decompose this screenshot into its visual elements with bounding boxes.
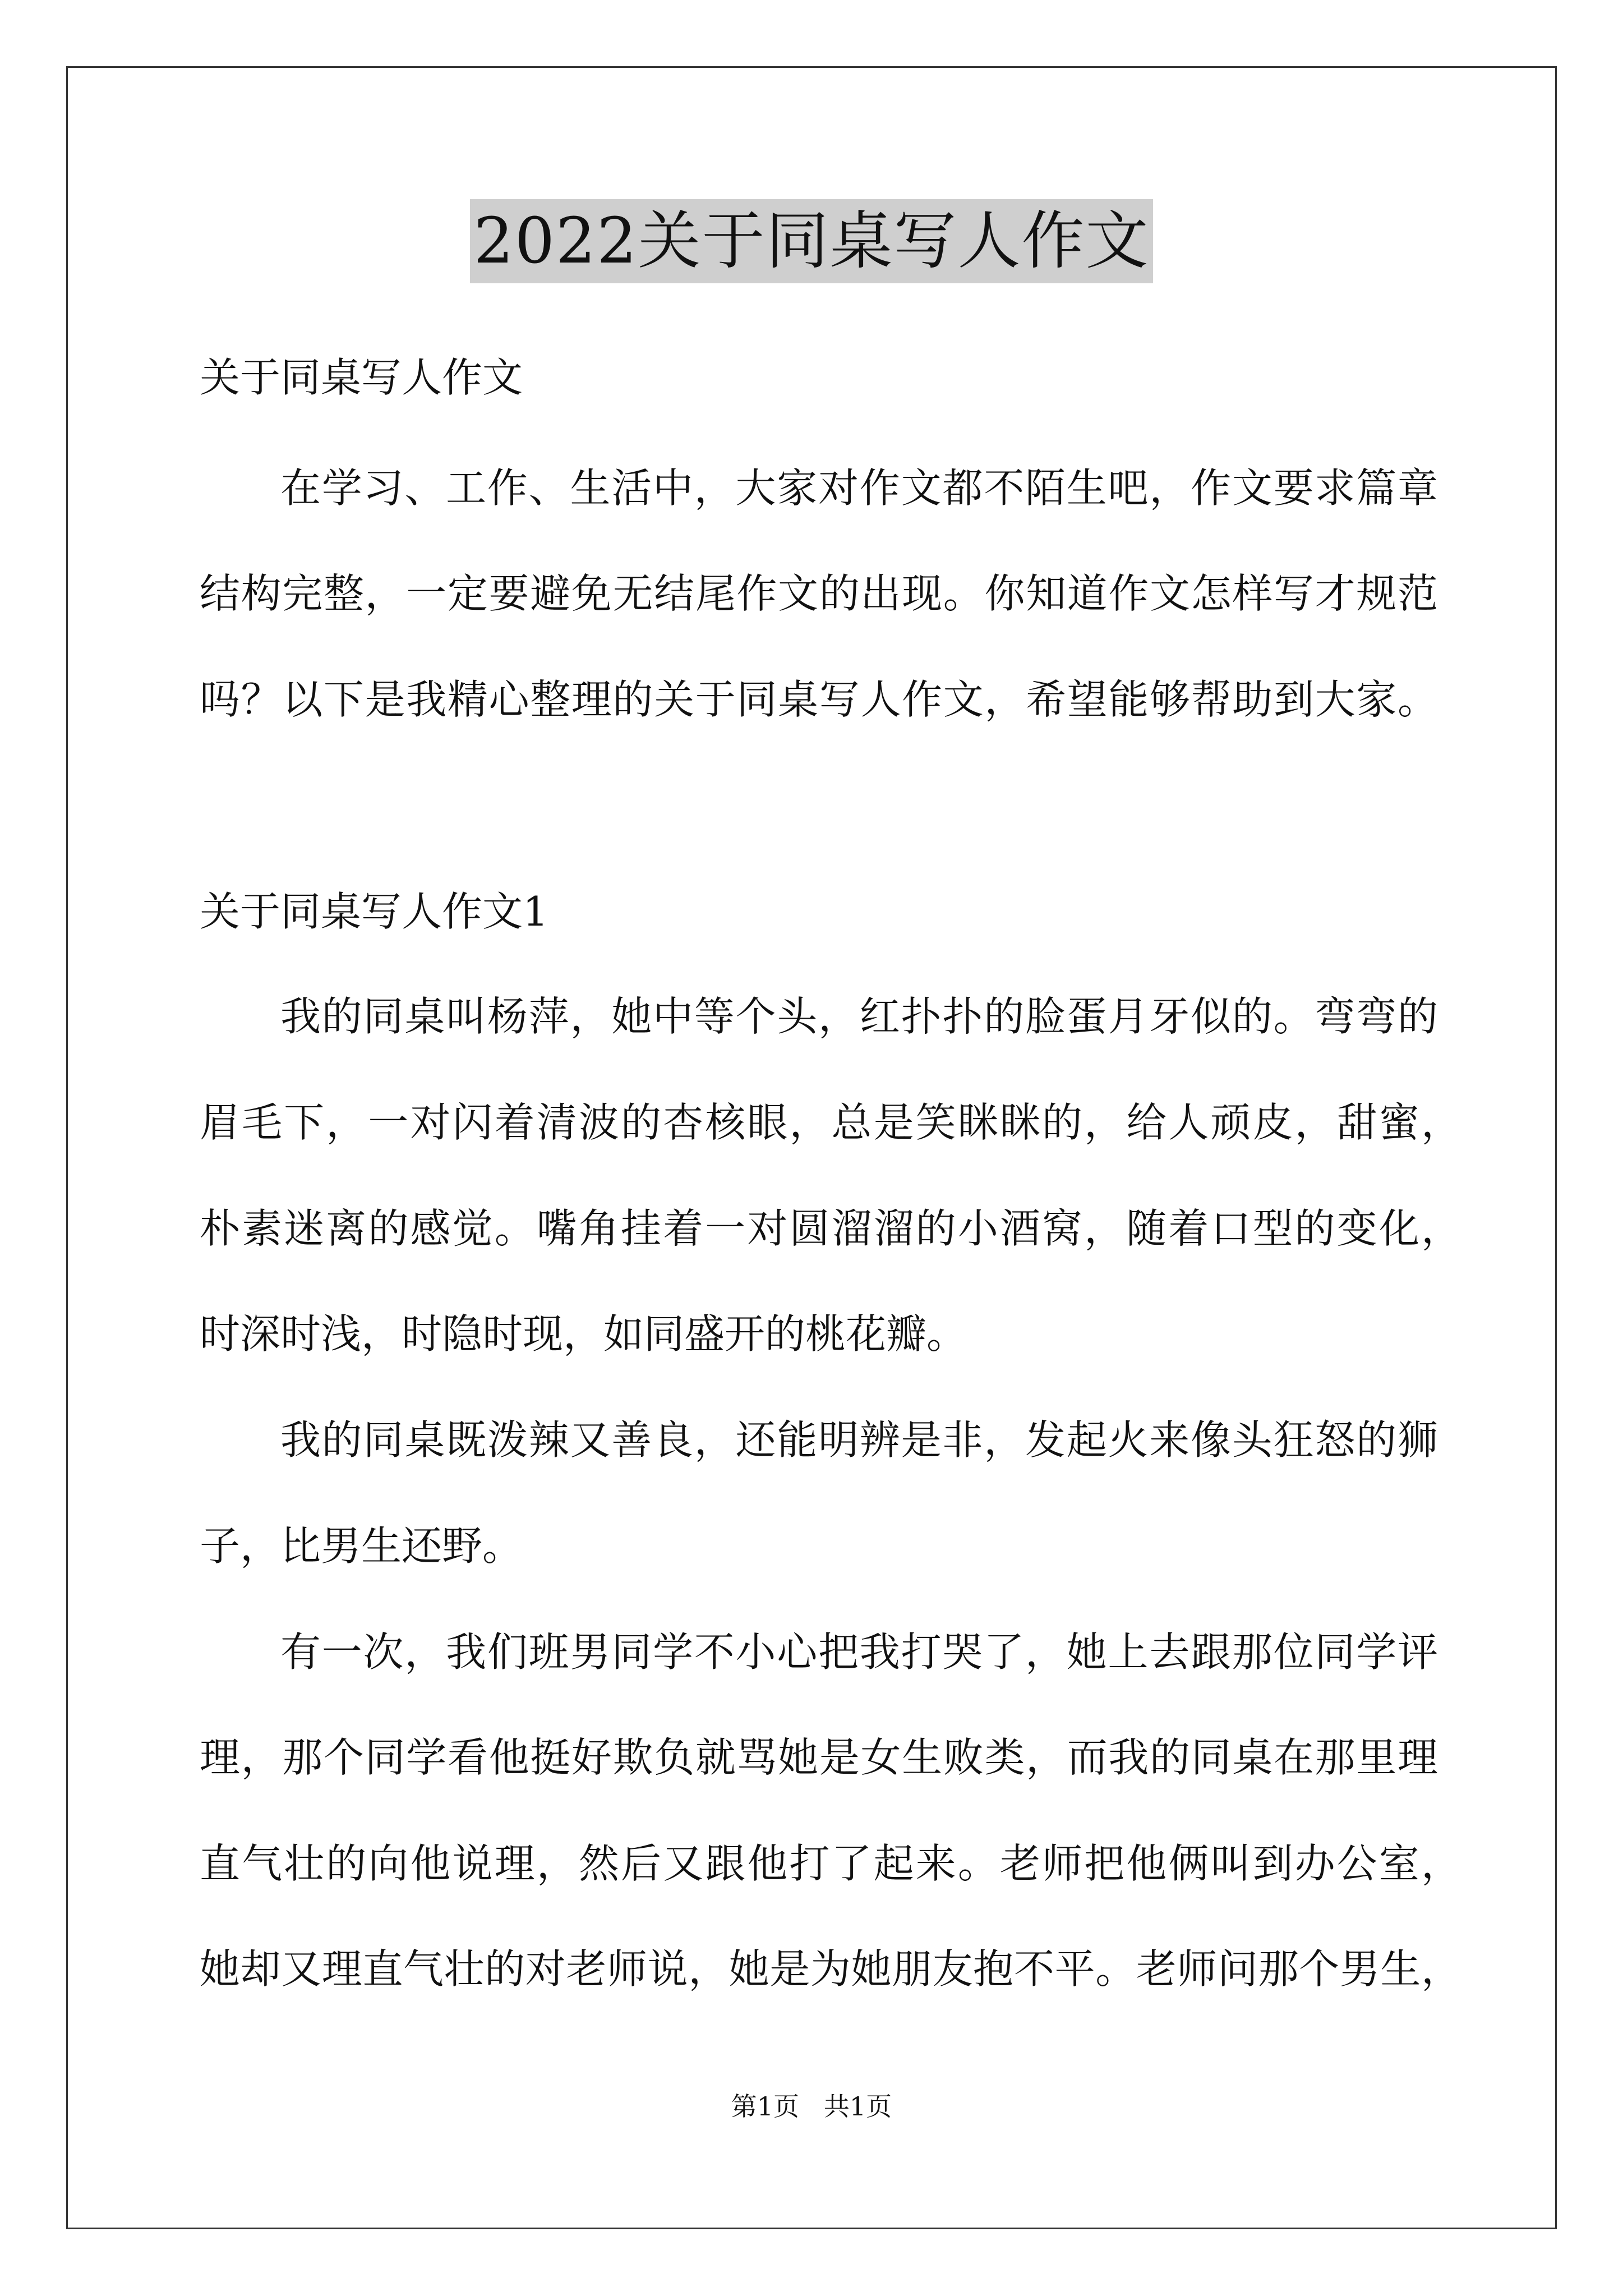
document-subtitle: 关于同桌写人作文 [200, 354, 523, 401]
paragraph-line: 我的同桌叫杨萍，她中等个头，红扑扑的脸蛋月牙似的。弯弯的 [280, 993, 1438, 1040]
page-footer [0, 2090, 1623, 2123]
paragraph-line: 子，比男生还野。 [200, 1522, 523, 1570]
paragraph-line: 直气壮的向他说理，然后又跟他打了起来。老师把他俩叫到办公室， [200, 1840, 1461, 1887]
paragraph-line: 眉毛下，一对闪着清波的杏核眼，总是笑眯眯的，给人顽皮，甜蜜， [200, 1099, 1461, 1146]
paragraph-line: 她却又理直气壮的对老师说，她是为她朋友抱不平。老师问那个男生， [200, 1945, 1461, 1993]
paragraph-line: 我的同桌既泼辣又善良，还能明辨是非，发起火来像头狂怒的狮 [280, 1416, 1438, 1464]
intro-line: 吗？以下是我精心整理的关于同桌写人作文，希望能够帮助到大家。 [200, 676, 1438, 723]
page-number-label: 第1页 共1页 [731, 2091, 892, 2122]
section-heading: 关于同桌写人作文1 [200, 888, 548, 935]
document-title: 2022关于同桌写人作文 [470, 199, 1152, 283]
title-container [0, 199, 1623, 283]
paragraph-line: 理，那个同学看他挺好欺负就骂她是女生败类，而我的同桌在那里理 [200, 1734, 1438, 1781]
paragraph-line: 朴素迷离的感觉。嘴角挂着一对圆溜溜的小酒窝，随着口型的变化， [200, 1205, 1461, 1252]
intro-line: 结构完整，一定要避免无结尾作文的出现。你知道作文怎样写才规范 [200, 570, 1438, 617]
paragraph-line: 时深时浅，时隐时现，如同盛开的桃花瓣。 [200, 1310, 967, 1358]
intro-line: 在学习、工作、生活中，大家对作文都不陌生吧，作文要求篇章 [280, 464, 1438, 512]
paragraph-line: 有一次，我们班男同学不小心把我打哭了，她上去跟那位同学评 [280, 1628, 1438, 1676]
